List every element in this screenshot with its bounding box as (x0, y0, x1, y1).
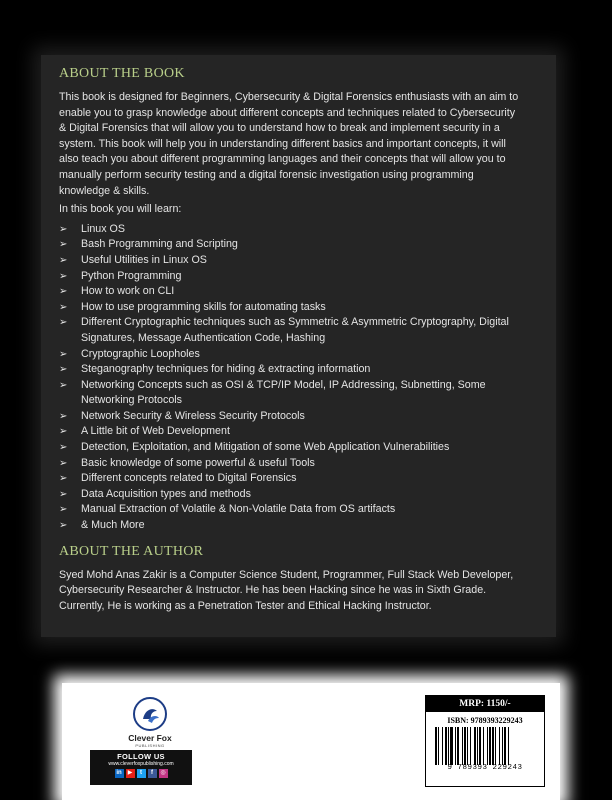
learn-item-text: Different concepts related to Digital Forensics (81, 472, 297, 485)
learn-list-item (59, 409, 542, 425)
barcode-bar (499, 727, 500, 765)
barcode-bar (502, 727, 503, 765)
learn-item-text: Python Programming (81, 269, 182, 282)
arrow-bullet-icon: ➢ (59, 364, 68, 376)
isbn-label: ISBN: 9789393229243 (447, 716, 523, 725)
follow-us-box (90, 750, 192, 785)
learn-item-text: Networking Concepts such as OSI & TCP/IP Model, IP Addressing, Subnetting, Some (81, 378, 486, 391)
cover-footer (62, 683, 560, 800)
about-book-line: enable you to grasp knowledge about different concepts and techniques related to Cybersecurity (59, 106, 516, 119)
arrow-bullet-icon: ➢ (59, 379, 68, 391)
publisher-logo (105, 697, 195, 748)
barcode-bar (450, 727, 453, 765)
learn-list-item (59, 222, 542, 238)
arrow-bullet-icon: ➢ (59, 301, 68, 313)
barcode-bar (464, 727, 466, 765)
facebook-icon[interactable]: f (148, 769, 157, 778)
learn-item-text: & Much More (81, 519, 145, 532)
learn-item-text: Networking Protocols (81, 394, 182, 407)
about-book-line: system. This book will help you in understanding different basics and important concepts, it will (59, 137, 506, 150)
arrow-bullet-icon: ➢ (59, 270, 68, 282)
barcode-bar (489, 727, 491, 765)
arrow-bullet-icon: ➢ (59, 223, 68, 235)
about-author-heading: ABOUT THE AUTHOR (59, 543, 204, 559)
barcode-digits: 9 789393 229243 (447, 764, 523, 772)
about-book-line: & Digital Forensics that will allow you to understand how to break and implement security in a (59, 122, 500, 135)
learn-list-item (59, 237, 542, 253)
learn-list-item (59, 378, 542, 409)
barcode-bar (445, 727, 447, 765)
barcode-bar (495, 727, 496, 765)
learn-item-text: A Little bit of Web Development (81, 425, 230, 438)
arrow-bullet-icon: ➢ (59, 317, 68, 329)
learn-list-item (59, 300, 542, 316)
learn-item-text: Steganography techniques for hiding & extracting information (81, 363, 371, 376)
learn-item-text: Detection, Exploitation, and Mitigation of some Web Application Vulnerabilities (81, 441, 450, 454)
follow-us-title: FOLLOW US (117, 752, 165, 761)
barcode-bar (474, 727, 476, 765)
learn-list-item (59, 487, 542, 503)
price-barcode-box (425, 695, 545, 787)
about-author-line: Currently, He is working as a Penetration Tester and Ethical Hacking Instructor. (59, 599, 432, 612)
about-book-line: knowledge & skills. (59, 184, 150, 197)
arrow-bullet-icon: ➢ (59, 504, 68, 516)
barcode-bar (455, 727, 456, 765)
learn-list-item (59, 362, 542, 378)
barcode-bar (442, 727, 443, 765)
barcode-bar (487, 727, 488, 765)
about-book-line: also teach you about different programming languages and their concepts that will allow you to (59, 153, 506, 166)
social-icons (90, 769, 192, 778)
learn-list-item (59, 347, 542, 363)
learn-item-text: Linux OS (81, 222, 125, 235)
barcode-bar (470, 727, 471, 765)
barcode-bar (462, 727, 463, 765)
about-book-line: manually perform security testing and a digital forensic investigation using programming (59, 168, 474, 181)
learn-item-text: Cryptographic Loopholes (81, 347, 200, 360)
fox-logo-icon (133, 697, 167, 731)
barcode-bar (477, 727, 478, 765)
arrow-bullet-icon: ➢ (59, 442, 68, 454)
about-author-line: Cybersecurity Researcher & Instructor. He has been Hacking since he was in Sixth Grade. (59, 584, 487, 597)
arrow-bullet-icon: ➢ (59, 426, 68, 438)
about-author-paragraph (59, 568, 542, 615)
learn-list-item (59, 456, 542, 472)
arrow-bullet-icon: ➢ (59, 254, 68, 266)
instagram-icon[interactable]: ◎ (160, 770, 166, 776)
about-book-line: This book is designed for Beginners, Cybersecurity & Digital Forensics enthusiasts with an aim to (59, 91, 519, 103)
about-book-paragraph (59, 90, 542, 199)
publisher-website[interactable]: www.cleverfoxpublishing.com (108, 761, 174, 767)
learn-list-item (59, 502, 542, 518)
learn-list-item (59, 518, 542, 534)
learn-item-text: Signatures, Message Authentication Code, Hashing (81, 331, 326, 344)
barcode-bar (457, 727, 459, 765)
barcode-bar (479, 727, 481, 765)
learn-item-text: How to work on CLI (81, 285, 175, 298)
arrow-bullet-icon: ➢ (59, 488, 68, 500)
barcode-bar (508, 727, 509, 765)
arrow-bullet-icon: ➢ (59, 348, 68, 360)
learn-item-text: Data Acquisition types and methods (81, 487, 251, 500)
arrow-bullet-icon: ➢ (59, 286, 68, 298)
barcode-bar (448, 727, 449, 765)
mrp-label: MRP: 1150/- (426, 696, 544, 712)
learn-item-text: Manual Extraction of Volatile & Non-Volatile Data from OS artifacts (81, 503, 396, 516)
learn-item-text: Useful Utilities in Linux OS (81, 253, 207, 266)
learn-list-item (59, 284, 542, 300)
learn-intro: In this book you will learn: (59, 203, 182, 216)
linkedin-icon[interactable]: in (116, 770, 122, 776)
arrow-bullet-icon: ➢ (59, 520, 68, 532)
learn-list-item (59, 315, 542, 346)
about-book-heading: ABOUT THE BOOK (59, 66, 185, 81)
back-cover-panel (41, 55, 556, 637)
learn-item-text: Network Security & Wireless Security Protocols (81, 409, 305, 422)
arrow-bullet-icon: ➢ (59, 473, 68, 485)
learn-item-text: Bash Programming and Scripting (81, 238, 238, 251)
learn-list-item (59, 471, 542, 487)
barcode-bar (483, 727, 484, 765)
barcode-bar (504, 727, 506, 765)
barcode-bar (492, 727, 494, 765)
barcode-bar (467, 727, 468, 765)
learn-item-text: How to use programming skills for automating tasks (81, 300, 326, 313)
arrow-bullet-icon: ➢ (59, 457, 68, 469)
barcode-bar (435, 727, 437, 765)
learn-item-text: Different Cryptographic techniques such as Symmetric & Asymmetric Cryptography, Digital (81, 316, 509, 329)
barcode-bar (438, 727, 439, 765)
twitter-icon[interactable]: t (137, 769, 146, 778)
publisher-name: Clever Fox (128, 733, 172, 743)
learn-list-item (59, 253, 542, 269)
arrow-bullet-icon: ➢ (59, 239, 68, 251)
learn-list-item (59, 424, 542, 440)
learn-item-text: Basic knowledge of some powerful & useful Tools (81, 456, 315, 469)
learn-list-item (59, 269, 542, 285)
about-author-line: Syed Mohd Anas Zakir is a Computer Science Student, Programmer, Full Stack Web Developer, (59, 568, 514, 581)
learn-list (59, 222, 542, 534)
publisher-tagline: PUBLISHING (135, 743, 165, 748)
youtube-icon[interactable]: ▶ (126, 769, 135, 778)
learn-list-item (59, 440, 542, 456)
arrow-bullet-icon: ➢ (59, 410, 68, 422)
barcode (433, 727, 537, 765)
